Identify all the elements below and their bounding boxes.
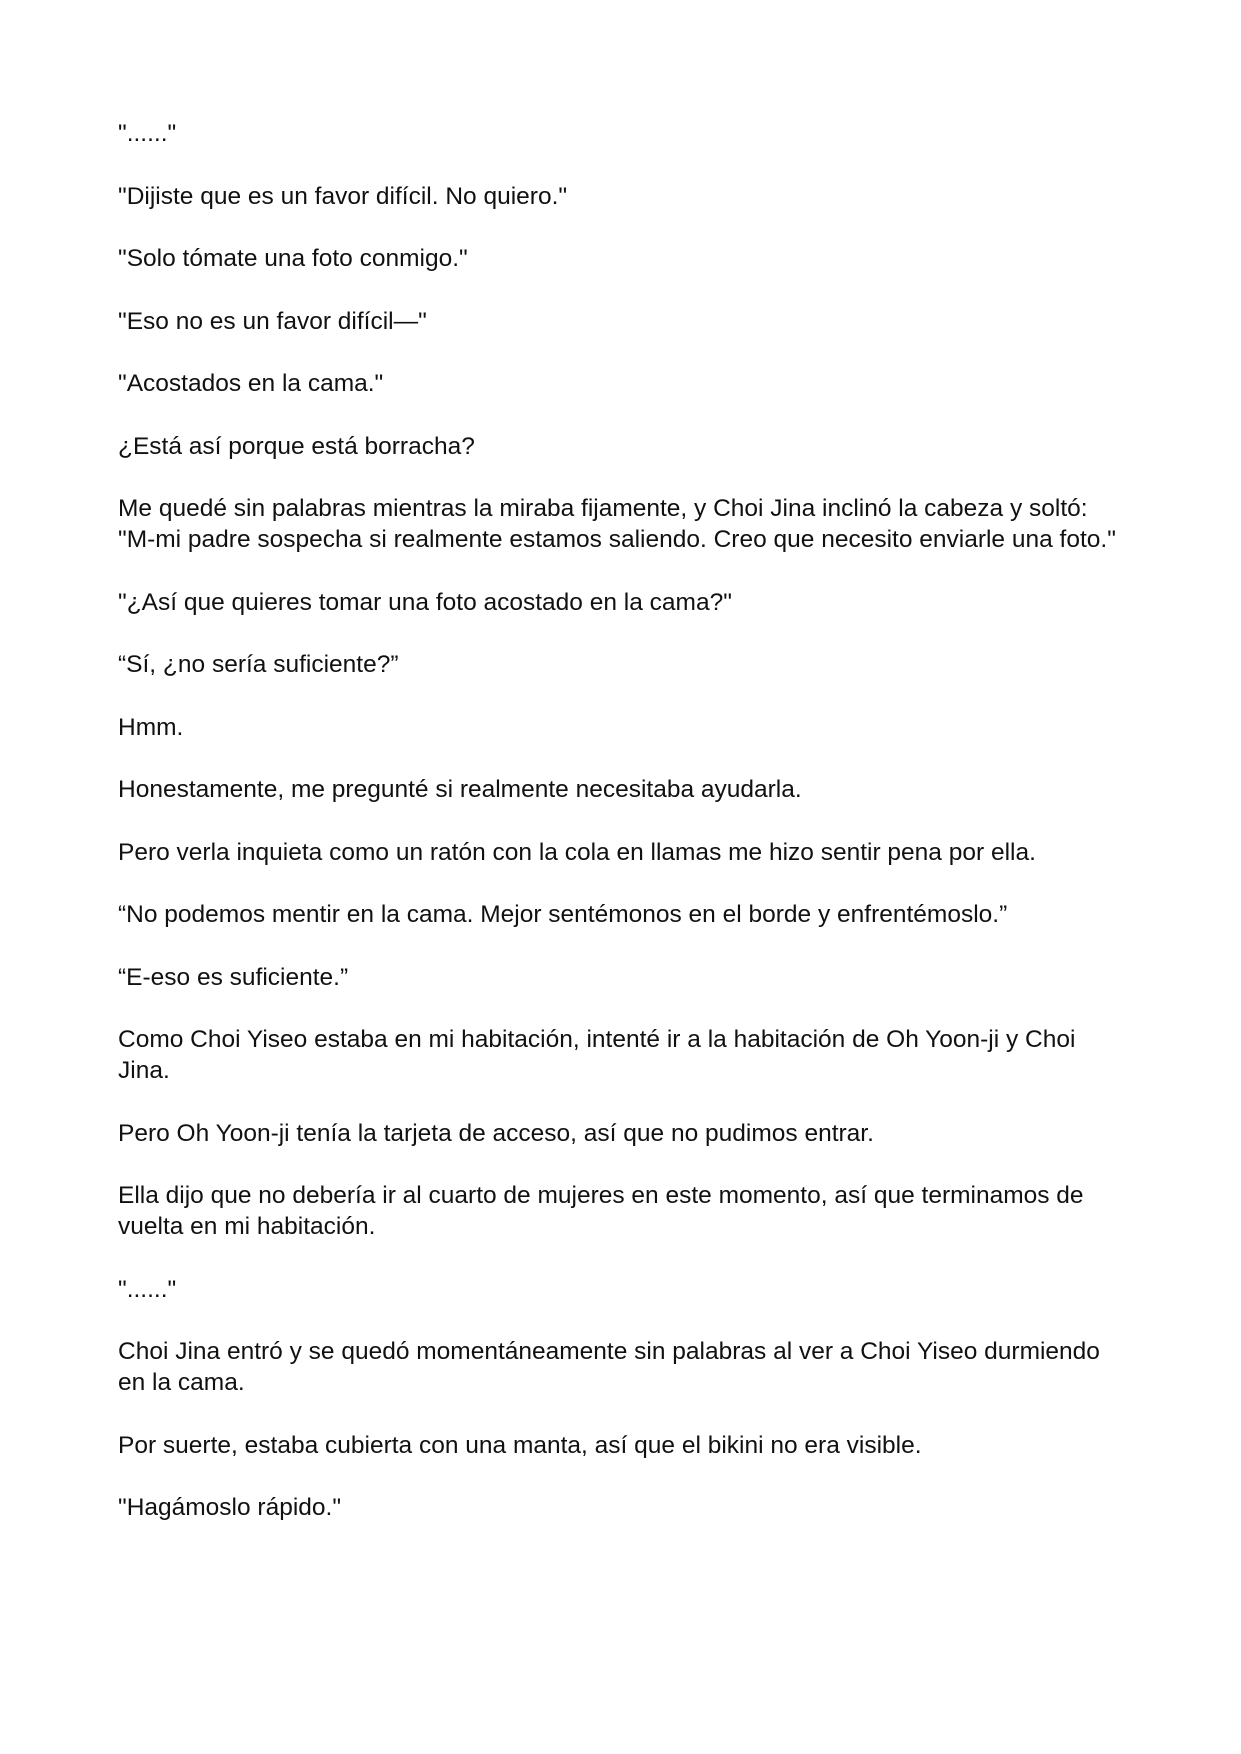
paragraph: Choi Jina entró y se quedó momentáneamente sin palabras al ver a Choi Yiseo durmiendo en la cama.: [118, 1338, 1100, 1396]
paragraph: "Solo tómate una foto conmigo.": [118, 245, 468, 272]
paragraph: Ella dijo que no debería ir al cuarto de mujeres en este momento, así que terminamos de vuelta en mi habitación.: [118, 1182, 1084, 1240]
paragraph: “Sí, ¿no sería suficiente?”: [118, 651, 399, 678]
paragraph: ¿Está así porque está borracha?: [118, 432, 475, 460]
paragraph: "¿Así que quieres tomar una foto acostado en la cama?": [118, 588, 732, 616]
paragraph: Por suerte, estaba cubierta con una manta, así que el bikini no era visible.: [118, 1431, 922, 1459]
paragraph: "Acostados en la cama.": [118, 370, 384, 397]
paragraph: "Hagámoslo rápido.": [118, 1494, 342, 1521]
paragraph: Me quedé sin palabras mientras la miraba fijamente, y Choi Jina inclinó la cabeza y soltó: "M-mi padre sospecha si realmente estamos saliendo. Creo que necesito enviarle una foto.": [118, 495, 1116, 553]
paragraph: "......": [118, 1275, 177, 1303]
paragraph: "Dijiste que es un favor difícil. No quiero.": [118, 182, 568, 210]
paragraph: “E-eso es suficiente.”: [118, 963, 349, 991]
paragraph: Hmm.: [118, 713, 184, 741]
paragraph: Honestamente, me pregunté si realmente necesitaba ayudarla.: [118, 776, 802, 803]
paragraph: Como Choi Yiseo estaba en mi habitación, intenté ir a la habitación de Oh Yoon-ji y Choi Jina.: [118, 1026, 1076, 1084]
paragraph: "......": [118, 120, 177, 147]
paragraph: Pero Oh Yoon-ji tenía la tarjeta de acceso, así que no pudimos entrar.: [118, 1119, 874, 1147]
paragraph: "Eso no es un favor difícil—": [118, 307, 427, 335]
page-body: [118, 118, 1128, 1555]
paragraph: Pero verla inquieta como un ratón con la cola en llamas me hizo sentir pena por ella.: [118, 838, 1036, 866]
paragraph: “No podemos mentir en la cama. Mejor sentémonos en el borde y enfrentémoslo.”: [118, 901, 1008, 928]
